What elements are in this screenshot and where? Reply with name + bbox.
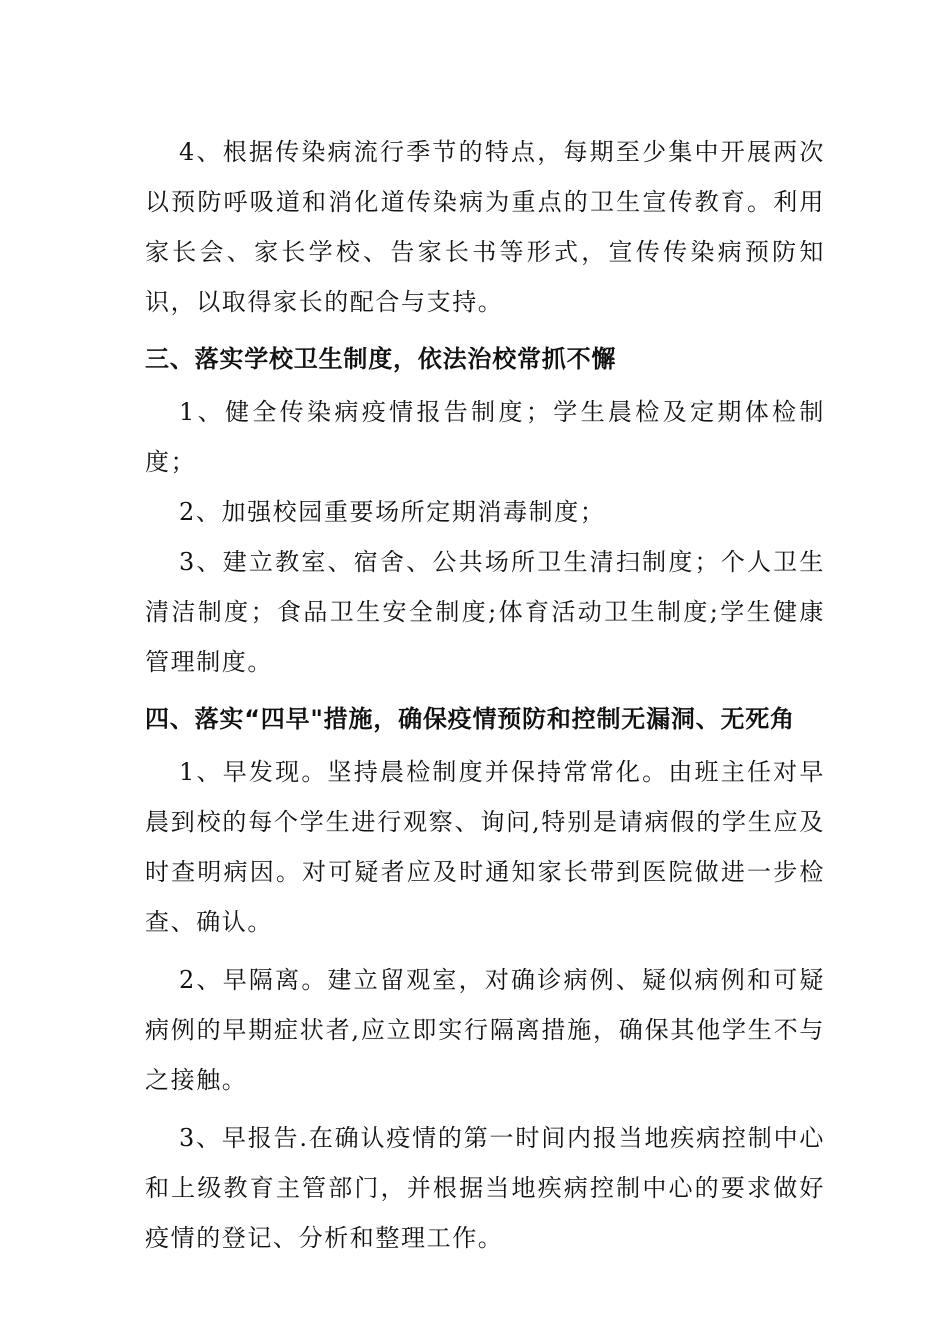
spacer: [145, 1105, 825, 1113]
section-heading-3: 三、落实学校卫生制度，依法治校常抓不懈: [145, 345, 617, 373]
spacer: [145, 947, 825, 955]
paragraph-item-4-publicity: 4、根据传染病流行季节的特点，每期至少集中开展两次以预防呼吸道和消化道传染病为重点的卫生宣传教育。利用家长会、家长学校、告家长书等形式，宣传传染病预防知识，以取得家长的配合与支持。: [145, 138, 825, 316]
paragraph-item-2-disinfection: 2、加强校园重要场所定期消毒制度；: [179, 498, 606, 526]
paragraph-item-1-report-system: 1、健全传染病疫情报告制度；学生晨检及定期体检制度；: [145, 398, 825, 476]
section-heading-4: 四、落实“四早"措施，确保疫情预防和控制无漏洞、无死角: [145, 705, 795, 733]
paragraph-item-3-cleaning: 3、建立教室、宿舍、公共场所卫生清扫制度；个人卫生清洁制度；食品卫生安全制度;体育活动卫生制度;学生健康管理制度。: [145, 548, 825, 676]
paragraph-early-report: 3、早报告.在确认疫情的第一时间内报当地疾病控制中心和上级教育主管部门，并根据当地疾病控制中心的要求做好疫情的登记、分析和整理工作。: [145, 1124, 825, 1252]
paragraph-early-isolation: 2、早隔离。建立留观室，对确诊病例、疑似病例和可疑病例的早期症状者,应立即实行隔离措施，确保其他学生不与之接触。: [145, 966, 825, 1094]
document-body: [145, 127, 825, 1263]
paragraph-early-discovery: 1、早发现。坚持晨检制度并保持常常化。由班主任对早晨到校的每个学生进行观察、询问,特别是请病假的学生应及时查明病因。对可疑者应及时通知家长带到医院做进一步检查、确认。: [145, 758, 825, 936]
